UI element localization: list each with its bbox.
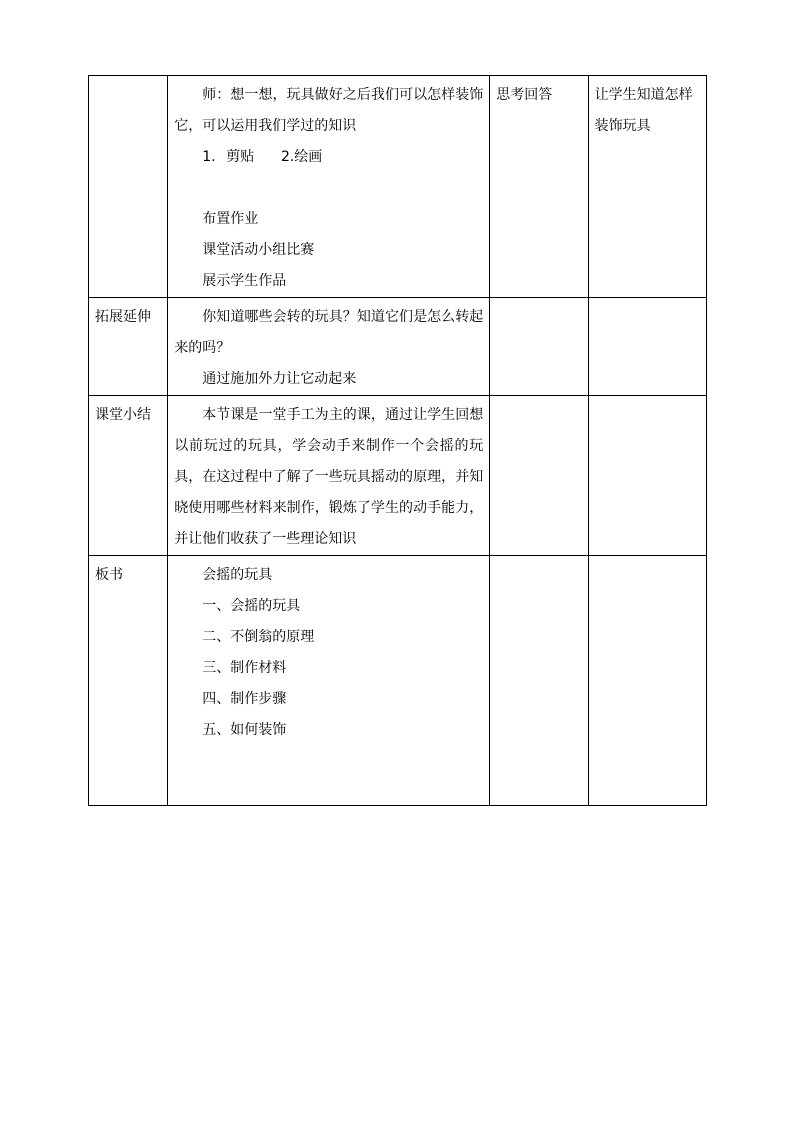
- summary-paragraph: 本节课是一堂手工为主的课，通过让学生回想以前玩过的玩具，学会动手来制作一个会摇的玩具，在这过程中了解了一些玩具摇动的原理，并知晓使用哪些材料来制作，锻炼了学生的动手能力，并让他们收获了一些理论知识: [174, 407, 484, 547]
- blackboard-line: 四、制作步骤: [202, 691, 287, 707]
- row-label-cell: [89, 396, 168, 556]
- option1-number: 1.: [202, 149, 216, 165]
- table-row-summary: [89, 396, 707, 556]
- blackboard-line: 会摇的玩具: [202, 567, 273, 583]
- teacher-prompt: 师：想一想，玩具做好之后我们可以怎样装饰它，可以运用我们学过的知识: [174, 87, 484, 134]
- table-row-extension: [89, 298, 707, 396]
- content-cell: [168, 76, 490, 298]
- spacer: [174, 173, 483, 204]
- options-line: [174, 142, 483, 173]
- activity-line: 布置作业: [202, 211, 259, 227]
- blackboard-line: 一、会摇的玩具: [202, 598, 301, 614]
- content-cell: [168, 396, 490, 556]
- blackboard-line: 二、不倒翁的原理: [202, 629, 315, 645]
- extension-question: 你知道哪些会转的玩具？知道它们是怎么转起来的吗？: [174, 309, 484, 356]
- lesson-plan-table: [88, 75, 707, 806]
- blackboard-line: 五、如何装饰: [202, 722, 287, 738]
- content-cell: [168, 556, 490, 806]
- purpose-text: 让学生知道怎样装饰玩具: [594, 87, 693, 134]
- option2-text: 2.绘画: [280, 149, 323, 165]
- student-activity-cell: [490, 556, 588, 806]
- table-row-decoration: [89, 76, 707, 298]
- activity-line: 展示学生作品: [202, 273, 287, 289]
- content-cell: [168, 298, 490, 396]
- row-label: 课堂小结: [95, 407, 151, 423]
- row-label-cell: [89, 298, 168, 396]
- row-label-cell: [89, 556, 168, 806]
- table-row-blackboard: [89, 556, 707, 806]
- student-activity-text: 思考回答: [496, 87, 553, 103]
- blackboard-line: 三、制作材料: [202, 660, 287, 676]
- purpose-cell: [588, 298, 706, 396]
- row-label: 板书: [95, 567, 123, 583]
- purpose-cell: [588, 396, 706, 556]
- activity-line: 课堂活动小组比赛: [202, 242, 315, 258]
- option1-text: 剪贴: [226, 149, 255, 165]
- student-activity-cell: [490, 396, 588, 556]
- student-activity-cell: [490, 298, 588, 396]
- student-activity-cell: [490, 76, 588, 298]
- row-label: 拓展延伸: [95, 309, 151, 325]
- purpose-cell: [588, 76, 706, 298]
- extension-answer: 通过施加外力让它动起来: [202, 371, 357, 387]
- row-label-cell: [89, 76, 168, 298]
- purpose-cell: [588, 556, 706, 806]
